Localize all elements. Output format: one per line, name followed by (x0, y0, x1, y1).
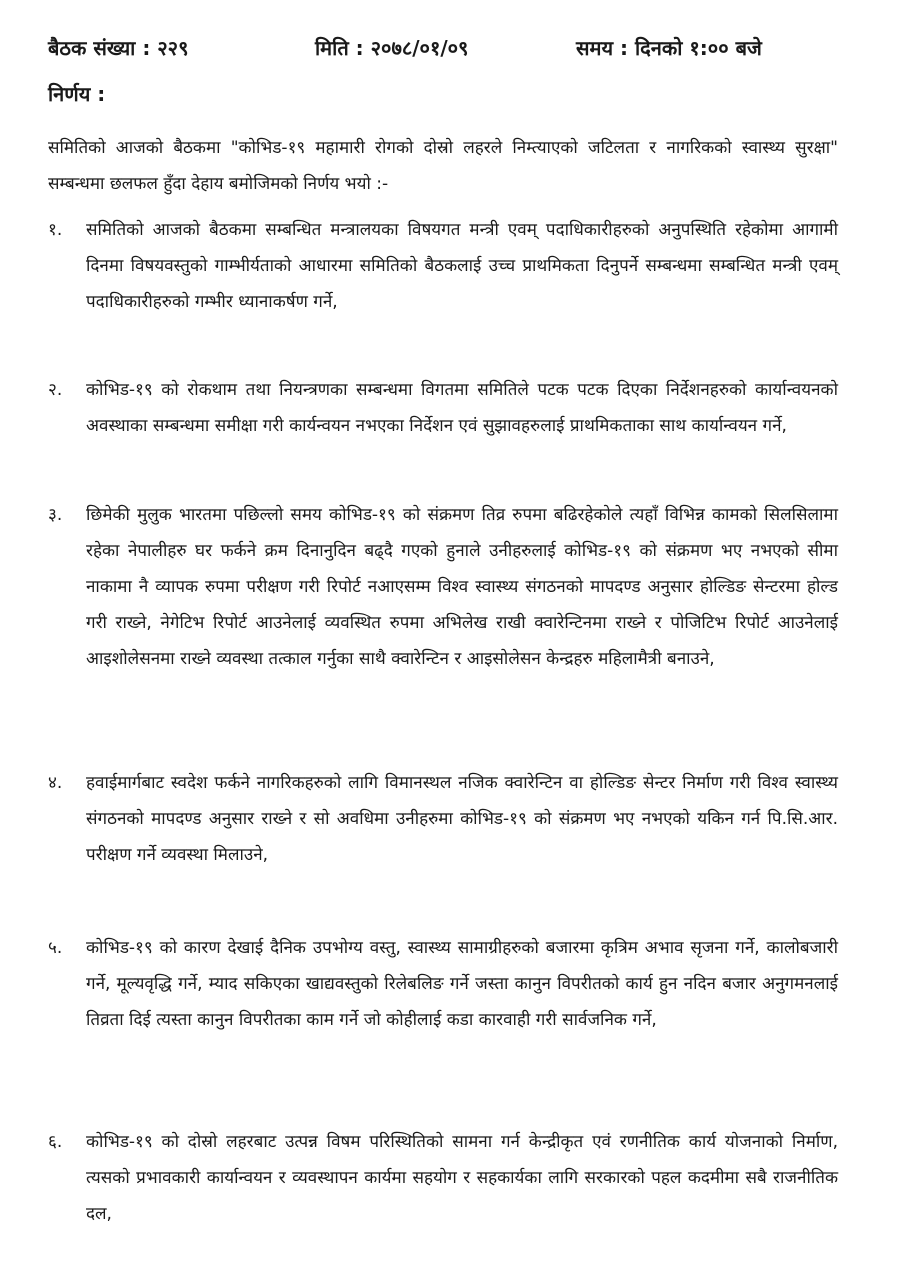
decision-item-4 (48, 765, 838, 873)
decision-heading: निर्णय : (48, 82, 106, 106)
decision-item-text: छिमेकी मुलुक भारतमा पछिल्लो समय कोभिड-१९ को संक्रमण तिव्र रुपमा बढिरहेकोले त्यहाँ विभिन्न कामको सिलसिलामा रहेका नेपालीहरु घर फर्कने क्रम दिनानुदिन बढ्दै गएको हुनाले उनीहरुलाई कोभिड-१९ को संक्रमण भए नभएको सीमा नाकामा नै व्यापक रुपमा परीक्षण गरी रिपोर्ट नआएसम्म विश्व स्वास्थ्य संगठनको मापदण्ड अनुसार होल्डिङ सेन्टरमा होल्ड गरी राख्ने, नेगेटिभ रिपोर्ट आउनेलाई व्यवस्थित रुपमा अभिलेख राखी क्वारेन्टिनमा राख्ने र पोजिटिभ रिपोर्ट आउनेलाई आइशोलेसनमा राख्ने व्यवस्था तत्काल गर्नुका साथै क्वारेन्टिन र आइसोलेसन केन्द्रहरु महिलामैत्री बनाउने, (86, 505, 838, 669)
meeting-time: समय : दिनको १:०० बजे (576, 36, 762, 60)
decision-item-number: ६. (48, 1132, 63, 1152)
decision-item-text: कोभिड-१९ को रोकथाम तथा नियन्त्रणका सम्बन्धमा विगतमा समितिले पटक पटक दिएका निर्देशनहरुको कार्यान्वयनको अवस्थाका सम्बन्धमा समीक्षा गरी कार्यन्वयन नभएका निर्देशन एवं सुझावहरुलाई प्राथमिकताका साथ कार्यान्वयन गर्ने, (86, 380, 838, 436)
decision-item-5 (48, 930, 838, 1038)
decision-item-number: ४. (48, 773, 63, 793)
intro-paragraph: समितिको आजको बैठकमा "कोभिड-१९ महामारी रोगको दोस्रो लहरले निम्त्याएको जटिलता र नागरिकको स्वास्थ्य सुरक्षा" सम्बन्धमा छलफल हुँदा देहाय बमोजिमको निर्णय भयो :- (48, 138, 838, 194)
decision-item-number: १. (48, 220, 63, 240)
decision-item-6 (48, 1124, 838, 1232)
decision-item-text: समितिको आजको बैठकमा सम्बन्धित मन्त्रालयका विषयगत मन्त्री एवम् पदाधिकारीहरुको अनुपस्थिति रहेकोमा आगामी दिनमा विषयवस्तुको गाम्भीर्यताको आधारमा समितिको बैठकलाई उच्च प्राथमिकता दिनुपर्ने सम्बन्धमा सम्बन्धित मन्त्री एवम् पदाधिकारीहरुको गम्भीर ध्यानाकर्षण गर्ने, (86, 220, 838, 312)
decision-item-number: ५. (48, 938, 63, 958)
decision-item-3 (48, 497, 838, 677)
decision-item-number: २. (48, 380, 63, 400)
meeting-header (48, 34, 848, 68)
decision-item-number: ३. (48, 505, 63, 525)
decision-item-text: कोभिड-१९ को कारण देखाई दैनिक उपभोग्य वस्तु, स्वास्थ्य सामाग्रीहरुको बजारमा कृत्रिम अभाव सृजना गर्ने, कालोबजारी गर्ने, मूल्यवृद्धि गर्ने, म्याद सकिएका खाद्यवस्तुको रिलेबलिङ गर्ने जस्ता कानुन विपरीतको कार्य हुन नदिन बजार अनुगमनलाई तिव्रता दिई त्यस्ता कानुन विपरीतका काम गर्ने जो कोहीलाई कडा कारवाही गरी सार्वजनिक गर्ने, (86, 938, 838, 1030)
decision-item-1 (48, 212, 838, 320)
decision-item-text: कोभिड-१९ को दोस्रो लहरबाट उत्पन्न विषम परिस्थितिको सामना गर्न केन्द्रीकृत एवं रणनीतिक कार्य योजनाको निर्माण, त्यसको प्रभावकारी कार्यान्वयन र व्यवस्थापन कार्यमा सहयोग र सहकार्यका लागि सरकारको पहल कदमीमा सबै राजनीतिक दल, (86, 1132, 838, 1224)
decision-item-2 (48, 372, 838, 444)
meeting-date: मिति : २०७८/०१/०९ (315, 36, 469, 60)
meeting-number: बैठक संख्या : २२९ (48, 36, 189, 60)
decision-item-text: हवाईमार्गबाट स्वदेश फर्कने नागरिकहरुको लागि विमानस्थल नजिक क्वारेन्टिन वा होल्डिङ सेन्टर निर्माण गरी विश्व स्वास्थ्य संगठनको मापदण्ड अनुसार राख्ने र सो अवधिमा उनीहरुमा कोभिड-१९ को संक्रमण भए नभएको यकिन गर्न पि.सि.आर. परीक्षण गर्ने व्यवस्था मिलाउने, (86, 773, 838, 865)
